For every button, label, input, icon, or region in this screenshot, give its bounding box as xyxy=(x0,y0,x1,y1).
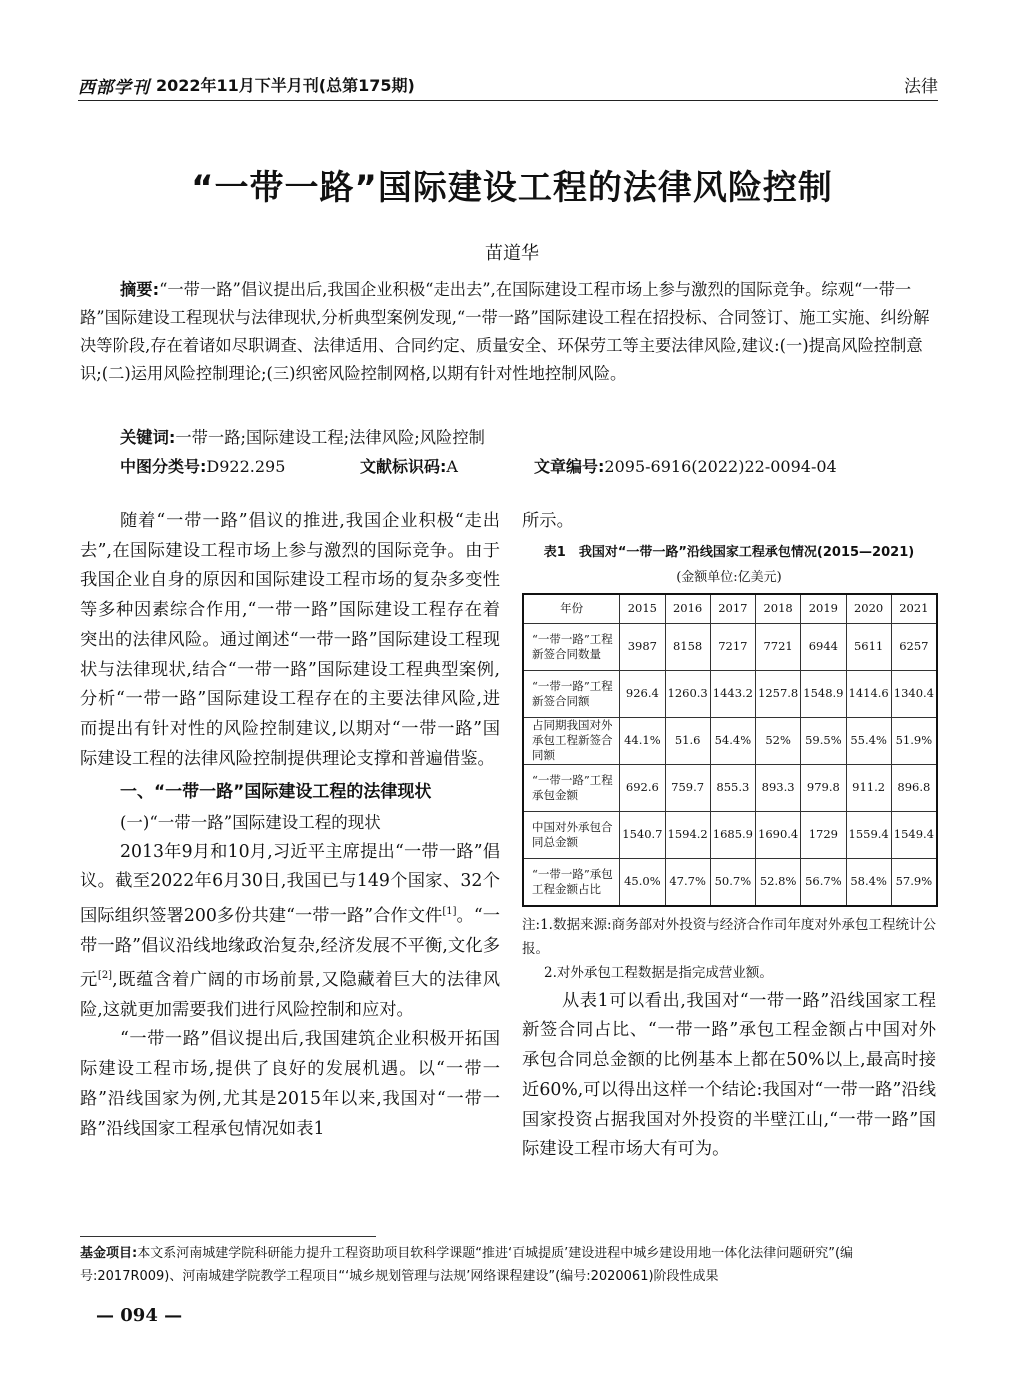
table-cell: 56.7% xyxy=(801,858,846,906)
paragraph-3: “一带一路”倡议提出后,我国建筑企业积极开拓国际建设工程市场,提供了良好的发展机遇。以“一带一路”沿线国家为例,尤其是2015年以来,我国对“一带一路”沿线国家工程承包情况如表1 xyxy=(80,1029,500,1139)
table-cell: 1540.7 xyxy=(620,811,665,858)
row-label: “一带一路”承包工程金额占比 xyxy=(523,858,620,906)
doc-code-item xyxy=(360,454,458,477)
running-header xyxy=(78,72,938,101)
page-number: — 094 — xyxy=(96,1305,183,1326)
table-notes xyxy=(522,913,936,985)
table-cell: 52% xyxy=(756,717,801,764)
table-cell: 1257.8 xyxy=(756,670,801,717)
table-cell: 911.2 xyxy=(846,764,891,811)
table-cell: 896.8 xyxy=(891,764,937,811)
year-header: 2016 xyxy=(665,594,710,624)
table-cell: 45.0% xyxy=(620,858,665,906)
year-header: 2018 xyxy=(756,594,801,624)
fund-label: 基金项目: xyxy=(80,1246,138,1261)
table-cell: 1685.9 xyxy=(710,811,755,858)
table-cell: 52.8% xyxy=(756,858,801,906)
footnote-divider xyxy=(80,1236,376,1237)
fund-footnote xyxy=(80,1242,938,1288)
table-cell: 7721 xyxy=(756,623,801,670)
article-title: “一带一路”国际建设工程的法律风险控制 xyxy=(191,168,833,208)
table-cell: 855.3 xyxy=(710,764,755,811)
table-cell: 51.9% xyxy=(891,717,937,764)
table-row xyxy=(523,811,937,858)
table-row xyxy=(523,623,937,670)
table-cell: 692.6 xyxy=(620,764,665,811)
table-cell: 1549.4 xyxy=(891,811,937,858)
row-label: “一带一路”工程承包金额 xyxy=(523,764,620,811)
table-header-row xyxy=(523,594,937,624)
year-header: 2017 xyxy=(710,594,755,624)
section-heading-1: 一、“一带一路”国际建设工程的法律现状 xyxy=(120,782,432,803)
table-cell: 59.5% xyxy=(801,717,846,764)
paragraph-2-part-a: 2013年9月和10月,习近平主席提出“一带一路”倡议。截至2022年6月30日,我国已与149个国家、32个国际组织签署200多份共建“一带一路”合作文件 xyxy=(80,841,500,926)
left-column xyxy=(80,507,500,1144)
doc-code-label: 文献标识码: xyxy=(360,457,447,476)
author-name: 苗道华 xyxy=(485,243,539,264)
clc-label: 中图分类号: xyxy=(120,457,207,476)
table-cell: 1340.4 xyxy=(891,670,937,717)
table-unit: (金额单位:亿美元) xyxy=(676,569,782,585)
table-cell: 58.4% xyxy=(846,858,891,906)
row-label: “一带一路”工程新签合同额 xyxy=(523,670,620,717)
journal-logo: 西部学刊 xyxy=(78,78,150,98)
year-header: 2021 xyxy=(891,594,937,624)
table-cell: 1729 xyxy=(801,811,846,858)
analysis-paragraph: 从表1可以看出,我国对“一带一路”沿线国家工程新签合同占比、“一带一路”承包工程金额占中国对外承包合同总金额的比例基本上都在50%以上,最高时接近60%,可以得出这样一个结论:我国对“一带一路”沿线国家投资占据我国对外投资的半壁江山,“一带一路”国际建设工程市场大有可为。 xyxy=(522,990,936,1160)
article-no-label: 文章编号: xyxy=(534,457,605,476)
section-tag: 法律 xyxy=(904,77,938,97)
table-header-label: 年份 xyxy=(523,594,620,624)
clc-item xyxy=(120,454,285,477)
year-header: 2020 xyxy=(846,594,891,624)
year-header: 2019 xyxy=(801,594,846,624)
clc-value: D922.295 xyxy=(206,457,286,476)
table-cell: 1414.6 xyxy=(846,670,891,717)
doc-code-value: A xyxy=(446,457,458,476)
table-cell: 47.7% xyxy=(665,858,710,906)
table-cell: 57.9% xyxy=(891,858,937,906)
table-row xyxy=(523,858,937,906)
keywords-text: 一带一路;国际建设工程;法律风险;风险控制 xyxy=(175,428,485,447)
intro-paragraph: 随着“一带一路”倡议的推进,我国企业积极“走出去”,在国际建设工程市场上参与激烈的国际竞争。由于我国企业自身的原因和国际建设工程市场的复杂多变性等多种因素综合作用,“一带一路”国际建设工程存在着突出的法律风险。通过阐述“一带一路”国际建设工程现状与法律现状,结合“一带一路”国际建设工程典型案例,分析“一带一路”国际建设工程存在的主要法律风险,进而提出有针对性的风险控制建议,以期对“一带一路”国际建设工程的法律风险控制提供理论支撑和普遍借鉴。 xyxy=(80,511,500,769)
paragraph-2-part-b: 。“一带一路”倡议沿线地缘政治复杂,经济发展不平衡,文化多元 xyxy=(80,905,501,991)
table-cell: 55.4% xyxy=(846,717,891,764)
abstract-label: 摘要: xyxy=(120,280,160,299)
contract-table xyxy=(522,593,938,907)
row-label: “一带一路”工程新签合同数量 xyxy=(523,623,620,670)
table-cell: 759.7 xyxy=(665,764,710,811)
table-row xyxy=(523,764,937,811)
table-cell: 1690.4 xyxy=(756,811,801,858)
fund-text: 本文系河南城建学院科研能力提升工程资助项目软科学课题“推进‘百城提质’建设进程中城乡建设用地一体化法律问题研究”(编号:2017R009)、河南城建学院教学工程项目“‘城乡规划管理与法规’网络课程建设”(编号:2020061)阶段性成果 xyxy=(80,1246,854,1284)
table-cell: 979.8 xyxy=(801,764,846,811)
year-header: 2015 xyxy=(620,594,665,624)
table-cell: 44.1% xyxy=(620,717,665,764)
row-label: 中国对外承包合同总金额 xyxy=(523,811,620,858)
table-cell: 54.4% xyxy=(710,717,755,764)
abstract xyxy=(80,276,938,388)
table-cell: 1443.2 xyxy=(710,670,755,717)
continuation-text: 所示。 xyxy=(522,511,574,531)
keywords-label: 关键词: xyxy=(120,428,176,447)
table-cell: 6257 xyxy=(891,623,937,670)
table-row xyxy=(523,670,937,717)
row-label: 占同期我国对外承包工程新签合同额 xyxy=(523,717,620,764)
table-cell: 8158 xyxy=(665,623,710,670)
article-no-value: 2095-6916(2022)22-0094-04 xyxy=(604,457,837,476)
table-row xyxy=(523,717,937,764)
subsection-heading-1: (一)“一带一路”国际建设工程的现状 xyxy=(120,813,381,833)
abstract-text: “一带一路”倡议提出后,我国企业积极“走出去”,在国际建设工程市场上参与激烈的国际竞争。综观“一带一路”国际建设工程现状与法律现状,分析典型案例发现,“一带一路”国际建设工程在招投标、合同签订、施工实施、纠纷解决等阶段,存在着诸如尽职调查、法律适用、合同约定、质量安全、环保劳工等主要法律风险,建议:(一)提高风险控制意识;(二)运用风险控制理论;(三)织密风险控制网格,以期有针对性地控制风险。 xyxy=(80,280,930,383)
table-cell: 926.4 xyxy=(620,670,665,717)
table-cell: 1548.9 xyxy=(801,670,846,717)
table-cell: 893.3 xyxy=(756,764,801,811)
table-cell: 1260.3 xyxy=(665,670,710,717)
table-cell: 6944 xyxy=(801,623,846,670)
table-cell: 1594.2 xyxy=(665,811,710,858)
table-cell: 50.7% xyxy=(710,858,755,906)
paragraph-2-part-c: ,既蕴含着广阔的市场前景,又隐藏着巨大的法律风险,这就更加需要我们进行风险控制和应对。 xyxy=(80,970,500,1020)
table-note-2: 2.对外承包工程数据是指完成营业额。 xyxy=(544,964,773,981)
table-title: 表1 我国对“一带一路”沿线国家工程承包情况(2015—2021) xyxy=(543,544,915,560)
table-cell: 3987 xyxy=(620,623,665,670)
table-note-1: 注:1.数据来源:商务部对外投资与经济合作司年度对外承包工程统计公报。 xyxy=(522,916,936,957)
right-column xyxy=(522,507,936,1165)
table-cell: 5611 xyxy=(846,623,891,670)
paragraph-2 xyxy=(80,838,500,1026)
keywords xyxy=(120,424,485,448)
journal-issue-info: 2022年11月下半月刊(总第175期) xyxy=(156,76,415,95)
table-cell: 7217 xyxy=(710,623,755,670)
citation-1: [1] xyxy=(442,906,457,918)
table-cell: 1559.4 xyxy=(846,811,891,858)
article-no-item xyxy=(534,454,837,477)
citation-2: [2] xyxy=(97,970,113,982)
table-cell: 51.6 xyxy=(665,717,710,764)
